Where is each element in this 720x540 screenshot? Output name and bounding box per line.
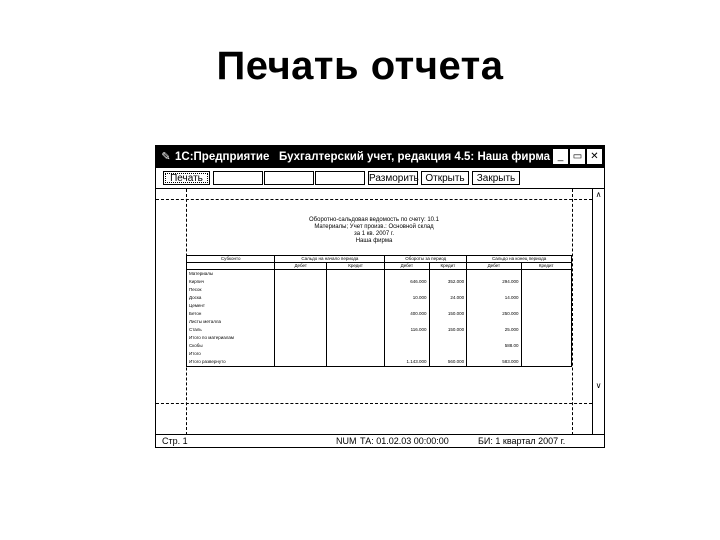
table-cell: 24.000 [429,294,467,302]
table-cell [521,326,571,334]
generate-button[interactable]: Разморить [369,173,419,184]
table-cell [326,270,384,279]
table-header-row [187,256,572,263]
status-page: Стр. 1 [162,436,188,446]
table-cell [521,310,571,318]
table-row [187,302,572,310]
table-cell [326,286,384,294]
table-cell: 583.000 [467,358,521,367]
table-cell [326,326,384,334]
table-cell: Скобы [187,342,275,350]
table-cell: Листы металла [187,318,275,326]
table-header-cell: Субконто [187,256,275,263]
toolbar [156,168,604,189]
table-row [187,270,572,279]
report-period: за 1 кв. 2007 г. [353,231,395,237]
table-cell: Итого [187,350,275,358]
table-cell [385,318,429,326]
table-cell: Кирпич [187,278,275,286]
table-cell [467,302,521,310]
table-cell: 646.000 [385,278,429,286]
table-cell: 1.143.000 [385,358,429,367]
table-cell: Песок [187,286,275,294]
slide-title: Печать отчета [216,44,504,88]
table-cell [275,334,327,342]
report-subheading: Материалы; Учет произв.: Основной склад [314,224,434,230]
report-table [186,255,572,367]
table-cell [275,286,327,294]
bottom-margin-line [156,403,592,404]
table-cell: Итого развернуто [187,358,275,367]
table-cell [275,326,327,334]
close-icon[interactable]: ✕ [587,149,602,164]
table-cell [467,334,521,342]
table-cell [385,342,429,350]
table-cell: 25.000 [467,326,521,334]
table-header-cell: Дебет [275,263,327,270]
table-cell [385,286,429,294]
table-row [187,318,572,326]
table-header-cell [187,263,275,270]
status-bi: БИ: 1 квартал 2007 г. [478,436,566,446]
app-name: 1С:Предприятие [175,151,270,163]
table-row [187,358,572,367]
table-header-cell: Дебет [467,263,521,270]
table-header-cell: Сальдо на начало периода [275,256,385,263]
config-name: Бухгалтерский учет, редакция 4.5: Наша фирма [278,151,551,163]
window-title [175,146,550,168]
table-cell [521,278,571,286]
table-cell [429,286,467,294]
table-row [187,350,572,358]
toolbar-field-3[interactable] [315,171,365,185]
table-cell [429,350,467,358]
table-cell [275,318,327,326]
table-cell [521,294,571,302]
table-cell [467,318,521,326]
table-cell: 560.000 [429,358,467,367]
scroll-down-icon[interactable]: ∨ [595,381,602,390]
table-header-cell: Обороты за период [385,256,467,263]
table-cell [385,270,429,279]
table-cell [326,350,384,358]
table-cell [275,294,327,302]
close-report-button[interactable]: Закрыть [472,171,520,185]
table-cell [429,342,467,350]
top-margin-line [156,199,592,200]
table-cell [429,318,467,326]
table-cell [521,270,571,279]
table-cell [326,358,384,367]
table-cell [326,302,384,310]
table-header-cell: Кредит [429,263,467,270]
table-cell: 150.000 [429,326,467,334]
table-cell [326,294,384,302]
print-button[interactable]: Печать [163,171,210,185]
table-header-cell: Дебет [385,263,429,270]
table-cell [326,334,384,342]
status-bar [156,434,604,448]
table-row [187,294,572,302]
table-cell [429,302,467,310]
table-cell [521,318,571,326]
table-cell [275,342,327,350]
print-preview-area[interactable] [156,189,592,435]
table-cell: Цемент [187,302,275,310]
table-cell: 10.000 [385,294,429,302]
table-row [187,286,572,294]
table-cell [521,358,571,367]
table-cell: 116.000 [385,326,429,334]
status-ta: ТА: 01.02.03 00:00:00 [360,436,449,446]
table-cell [385,350,429,358]
table-cell: Доска [187,294,275,302]
app-icon[interactable]: ✎ [161,151,171,163]
table-cell: Итого по материалам [187,334,275,342]
report-org: Наша фирма [355,238,393,244]
table-cell: 250.000 [467,310,521,318]
table-cell [467,270,521,279]
table-cell [385,302,429,310]
table-cell [521,342,571,350]
table-cell [326,318,384,326]
table-cell: 400.000 [385,310,429,318]
table-cell [275,302,327,310]
toolbar-field-1[interactable] [213,171,263,185]
table-cell [275,278,327,286]
table-cell [326,310,384,318]
table-cell [275,358,327,367]
table-cell: 588.00 [467,342,521,350]
window-titlebar[interactable] [156,146,604,168]
table-cell [467,350,521,358]
table-row [187,342,572,350]
vertical-scrollbar[interactable] [592,189,604,435]
table-cell: 352.000 [429,278,467,286]
table-cell [521,286,571,294]
table-row [187,310,572,318]
table-row [187,278,572,286]
table-subheader-row [187,263,572,270]
table-cell [521,350,571,358]
open-button[interactable]: Открыть [421,171,469,185]
table-cell [429,334,467,342]
table-cell: Материалы [187,270,275,279]
table-cell: 14.000 [467,294,521,302]
minimize-icon[interactable]: _ [553,149,568,164]
table-cell [326,342,384,350]
table-header-cell: Сальдо на конец периода [467,256,572,263]
scroll-up-icon[interactable]: ∧ [595,190,602,199]
table-cell [521,334,571,342]
table-cell [275,270,327,279]
table-cell [521,302,571,310]
table-cell [385,334,429,342]
table-cell: 294.000 [467,278,521,286]
table-header-cell: Кредит [326,263,384,270]
table-cell [467,286,521,294]
table-cell: Сталь [187,326,275,334]
report-table-body [187,270,572,367]
table-row [187,334,572,342]
window-controls [553,149,602,165]
table-cell: 150.000 [429,310,467,318]
restore-icon[interactable]: ▭ [570,149,585,164]
table-cell: Бетон [187,310,275,318]
toolbar-field-2[interactable] [264,171,314,185]
table-cell [429,270,467,279]
table-header-cell: Кредит [521,263,571,270]
status-mode: NUM [336,436,357,446]
table-row [187,326,572,334]
table-cell [326,278,384,286]
app-window [155,145,605,448]
table-cell [275,310,327,318]
table-cell [275,350,327,358]
report-heading: Оборотно-сальдовая ведомость по счету: 10.1 [309,217,439,223]
